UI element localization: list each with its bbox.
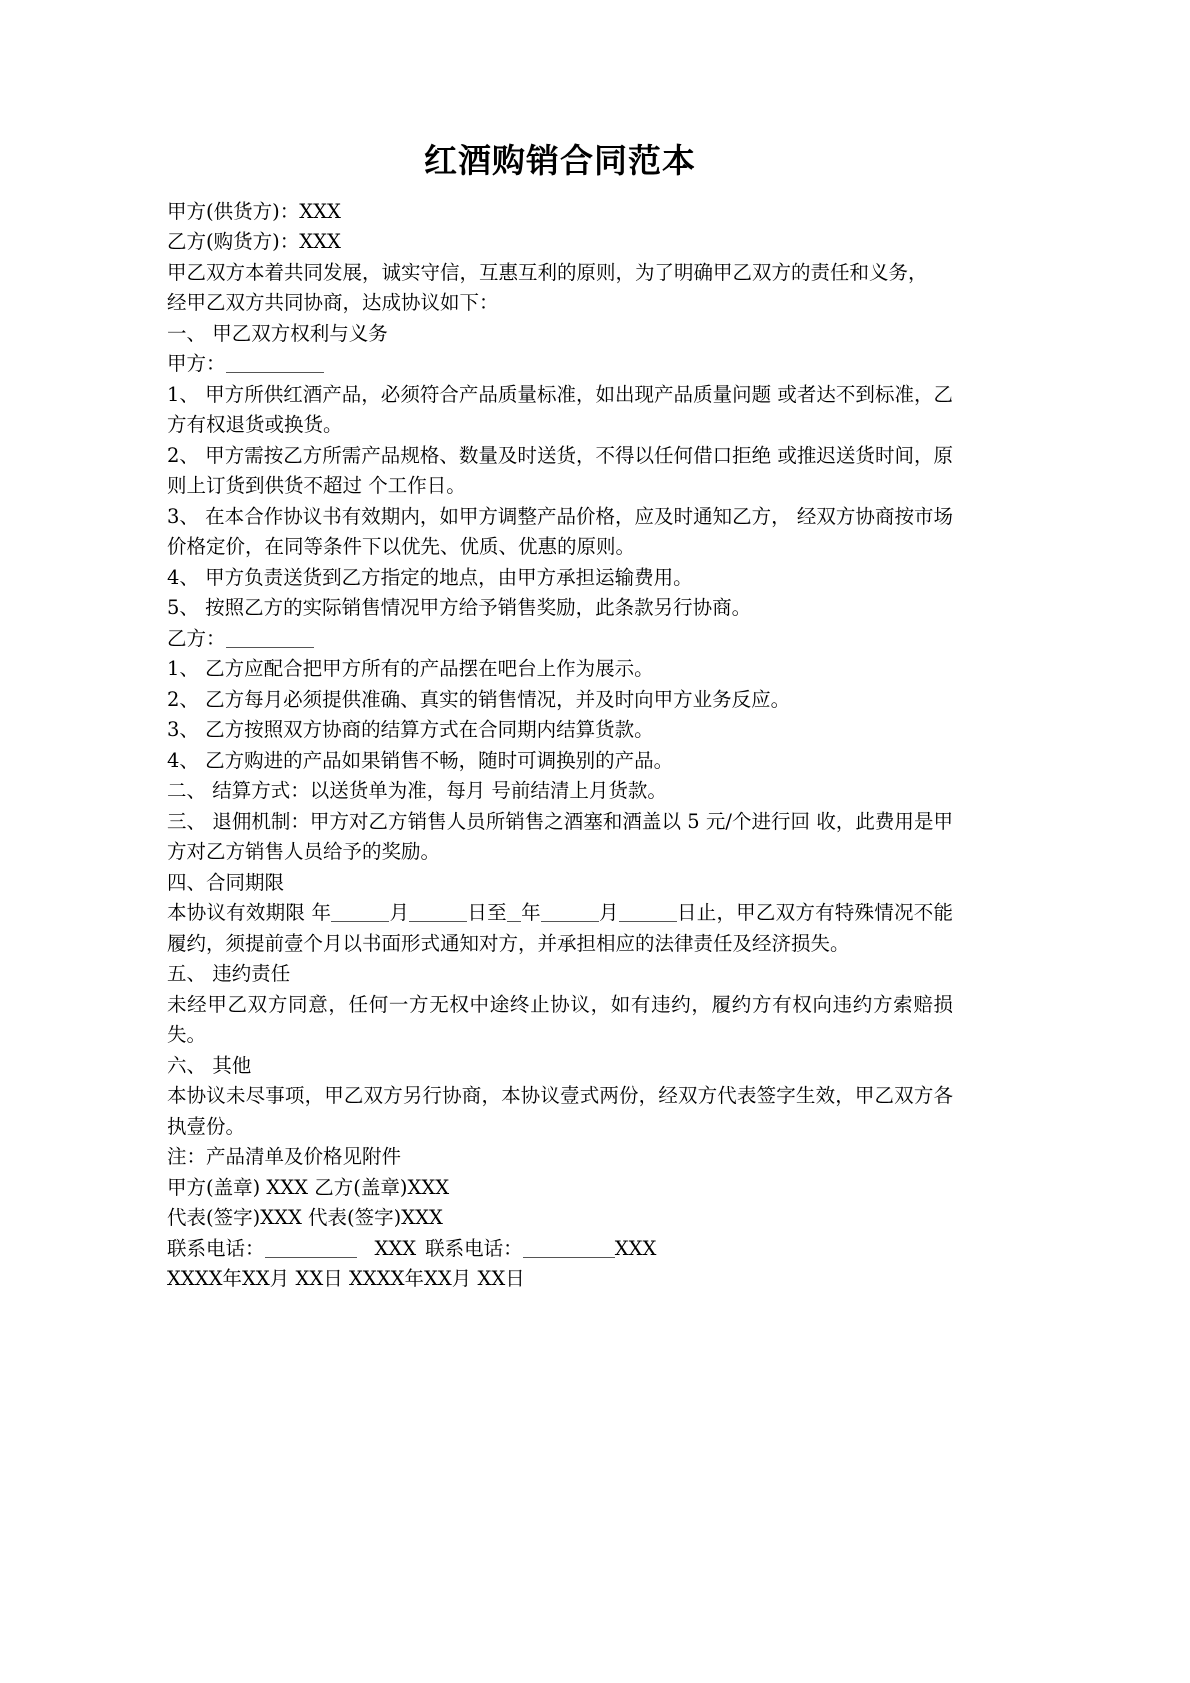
term-text-1: 月 bbox=[389, 901, 410, 925]
contact-phone-line bbox=[167, 1234, 953, 1265]
party-b-item-4: 4、 乙方购进的产品如果销售不畅，随时可调换别的产品。 bbox=[167, 748, 674, 772]
term-year-start-blank[interactable] bbox=[331, 905, 389, 922]
term-text-4: 月 bbox=[598, 901, 619, 925]
preamble-line-2: 经甲乙双方共同协商，达成协议如下： bbox=[167, 291, 499, 315]
party-a-label-line bbox=[167, 349, 953, 380]
signature-date-line: XXXX年XX月 XX日 XXXX年XX月 XX日 bbox=[167, 1267, 525, 1291]
section-6-heading: 六、 其他 bbox=[167, 1053, 252, 1077]
term-text-2: 日至 bbox=[467, 901, 507, 925]
attachment-note: 注：产品清单及价格见附件 bbox=[167, 1145, 402, 1169]
party-b-label-line bbox=[167, 624, 953, 655]
section-1-heading: 一、 甲乙双方权利与义务 bbox=[167, 321, 388, 345]
contract-term-line bbox=[167, 898, 953, 959]
phone-value-b: XXX bbox=[614, 1236, 657, 1260]
seal-line: 甲方(盖章) XXX 乙方(盖章)XXX bbox=[167, 1175, 450, 1199]
party-a-item-5: 5、 按照乙方的实际销售情况甲方给予销售奖励，此条款另行协商。 bbox=[167, 596, 752, 620]
section-5-heading: 五、 违约责任 bbox=[167, 962, 291, 986]
party-a-item-4: 4、 甲方负责送货到乙方指定的地点，由甲方承担运输费用。 bbox=[167, 565, 693, 589]
party-a-line: 甲方(供货方)：XXX bbox=[167, 199, 341, 223]
phone-value-a: XXX bbox=[374, 1236, 417, 1260]
term-prefix: 本协议有效期限 年 bbox=[167, 901, 332, 925]
term-month-start-blank[interactable] bbox=[409, 905, 467, 922]
phone-blank-b[interactable] bbox=[523, 1241, 615, 1258]
representative-line: 代表(签字)XXX 代表(签字)XXX bbox=[167, 1206, 443, 1230]
term-sep-blank[interactable] bbox=[507, 905, 521, 922]
phone-blank-a[interactable] bbox=[265, 1241, 357, 1258]
page-title: 红酒购销合同范本 bbox=[424, 141, 696, 180]
term-text-3: 年 bbox=[520, 901, 541, 925]
section-6-body: 本协议未尽事项，甲乙双方另行协商，本协议壹式两份，经双方代表签字生效，甲乙双方各执壹份。 bbox=[167, 1084, 953, 1138]
term-month-end-blank[interactable] bbox=[619, 905, 677, 922]
party-a-item-1: 1、 甲方所供红酒产品，必须符合产品质量标准，如出现产品质量问题 或者达不到标准，乙方有权退货或换货。 bbox=[167, 382, 953, 437]
section-5-body: 未经甲乙双方同意，任何一方无权中途终止协议，如有违约，履约方有权向违约方索赔损失。 bbox=[167, 992, 953, 1047]
section-2-line: 二、 结算方式：以送货单为准，每月 号前结清上月货款。 bbox=[167, 779, 667, 803]
party-b-item-1: 1、 乙方应配合把甲方所有的产品摆在吧台上作为展示。 bbox=[167, 657, 654, 681]
term-text-5: 日止，甲乙双方有特殊情况不能履约，须提前壹个月以书面形式通知对方，并承担相应的法律责任及经济损失。 bbox=[167, 901, 953, 955]
preamble-line-1: 甲乙双方本着共同发展，诚实守信，互惠互利的原则，为了明确甲乙双方的责任和义务， bbox=[167, 260, 928, 284]
party-a-item-3: 3、 在本合作协议书有效期内，如甲方调整产品价格，应及时通知乙方， 经双方协商按市场价格定价，在同等条件下以优先、优质、优惠的原则。 bbox=[167, 504, 953, 559]
term-year-end-blank[interactable] bbox=[541, 905, 599, 922]
section-3-line: 三、 退佣机制：甲方对乙方销售人员所销售之酒塞和酒盖以 5 元/个进行回 收，此费用是甲方对乙方销售人员给予的奖励。 bbox=[167, 809, 953, 864]
party-b-item-3: 3、 乙方按照双方协商的结算方式在合同期内结算货款。 bbox=[167, 718, 654, 742]
party-b-line: 乙方(购货方)：XXX bbox=[167, 230, 341, 254]
party-a-item-2: 2、 甲方需按乙方所需产品规格、数量及时送货，不得以任何借口拒绝 或推迟送货时间，原则上订货到供货不超过 个工作日。 bbox=[167, 443, 953, 498]
phone-label-b: 联系电话： bbox=[425, 1236, 523, 1260]
party-a-label: 甲方： bbox=[167, 352, 226, 376]
party-b-label: 乙方： bbox=[167, 626, 226, 650]
party-b-blank[interactable] bbox=[226, 631, 314, 648]
party-b-item-2: 2、 乙方每月必须提供准确、真实的销售情况，并及时向甲方业务反应。 bbox=[167, 687, 791, 711]
section-4-heading: 四、合同期限 bbox=[167, 870, 285, 894]
phone-label-a: 联系电话： bbox=[167, 1236, 265, 1260]
document-body bbox=[167, 140, 953, 1295]
party-a-blank[interactable] bbox=[226, 356, 324, 373]
